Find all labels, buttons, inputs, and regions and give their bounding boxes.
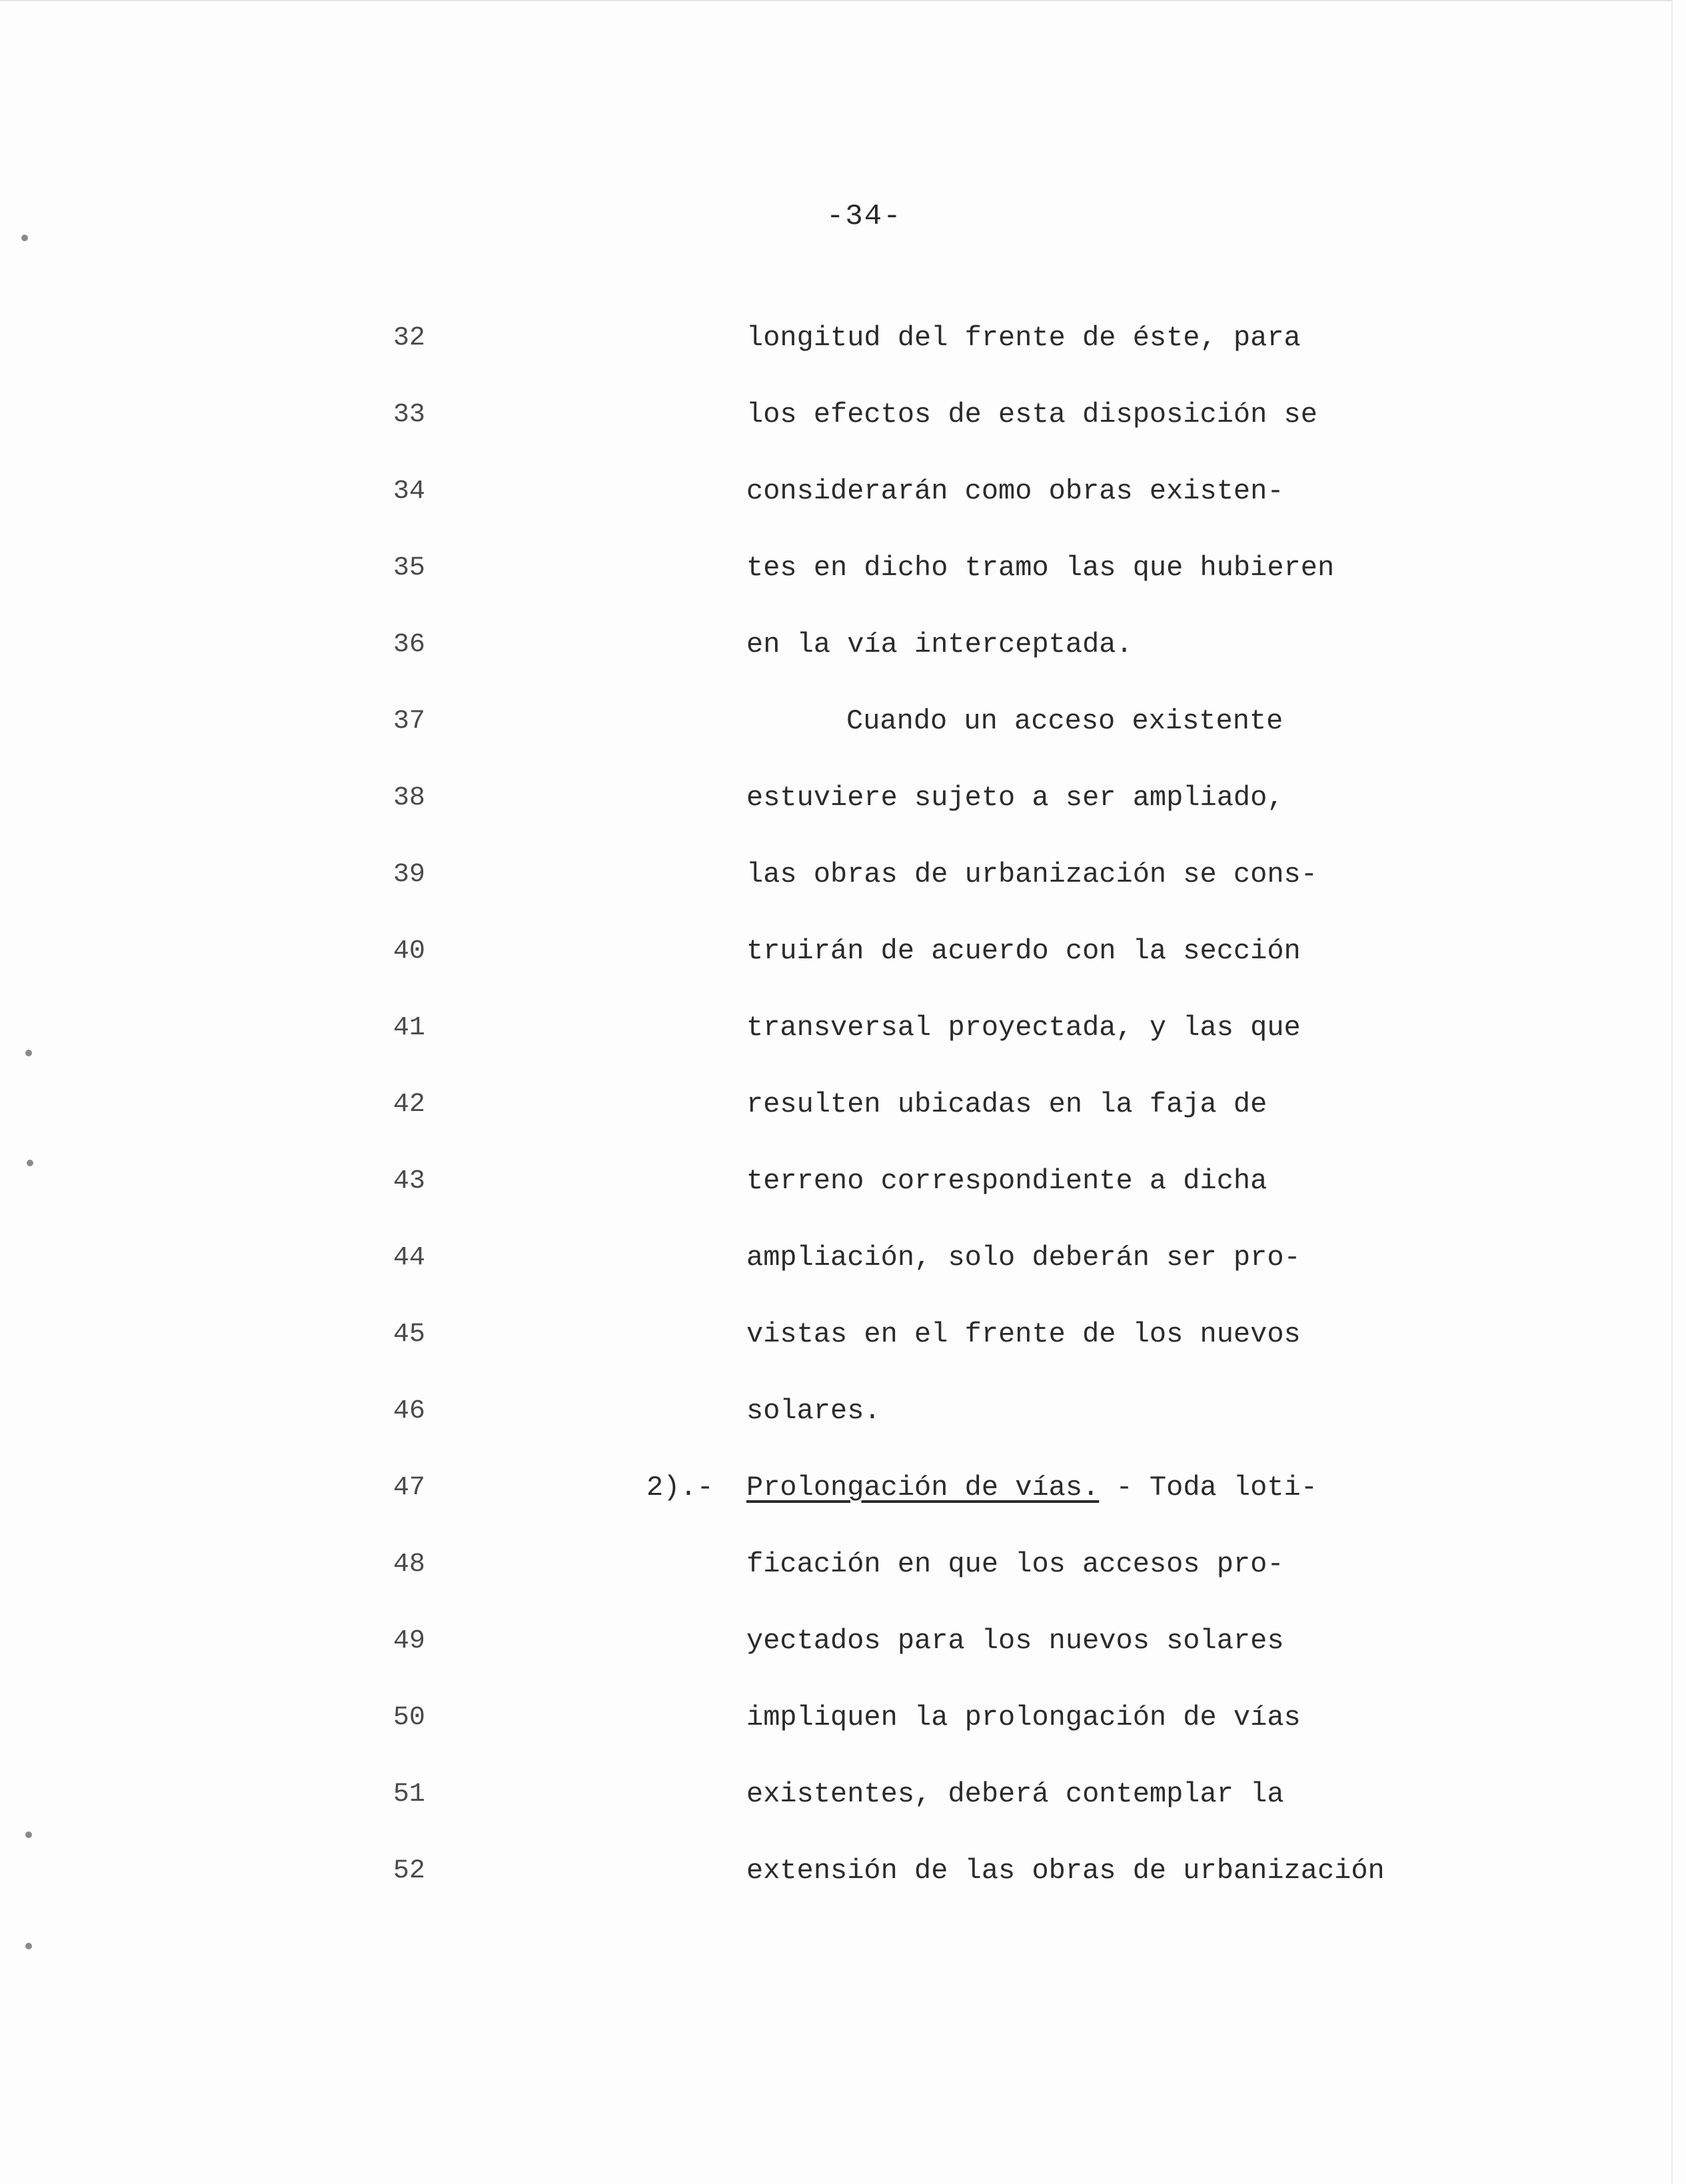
line-number: 49	[393, 1626, 426, 1656]
line-number: 36	[393, 630, 426, 660]
text-line: estuviere sujeto a ser ampliado,	[746, 782, 1284, 814]
section-item-line	[646, 1470, 1426, 1546]
page-right-edge	[1671, 0, 1673, 2184]
scan-speck	[21, 235, 28, 241]
line-number: 50	[393, 1703, 426, 1733]
text-line: tes en dicho tramo las que hubieren	[746, 552, 1335, 584]
text-line: existentes, deberá contemplar la	[746, 1778, 1284, 1810]
line-number: 34	[393, 477, 426, 507]
item-marker: 2).-	[646, 1472, 714, 1504]
text-line: yectados para los nuevos solares	[746, 1625, 1284, 1657]
paragraph-start-line: Cuando un acceso existente	[846, 705, 1283, 737]
text-line: longitud del frente de éste, para	[746, 322, 1301, 354]
scan-speck	[25, 1050, 32, 1056]
line-number: 39	[393, 860, 426, 890]
line-number: 35	[393, 553, 426, 583]
line-number: 51	[393, 1779, 426, 1809]
line-number: 45	[393, 1320, 426, 1350]
text-line: solares.	[746, 1395, 881, 1427]
scan-speck	[25, 1831, 32, 1838]
line-number: 48	[393, 1550, 426, 1580]
line-number: 38	[393, 783, 426, 813]
text-line: resulten ubicadas en la faja de	[746, 1088, 1267, 1120]
text-line: ficación en que los accesos pro-	[746, 1548, 1284, 1580]
section-heading: Prolongación de vías.	[746, 1472, 1100, 1504]
text-line: transversal proyectada, y las que	[746, 1012, 1301, 1044]
scan-speck	[25, 1943, 32, 1949]
text-line: considerarán como obras existen-	[746, 475, 1284, 507]
text-line: impliquen la prolongación de vías	[746, 1701, 1301, 1733]
page-number: -34-	[826, 200, 902, 233]
line-number-column	[393, 320, 446, 1929]
text-line: extensión de las obras de urbanización	[746, 1855, 1385, 1887]
line-number: 40	[393, 936, 426, 966]
line-number: 42	[393, 1090, 426, 1120]
line-number: 52	[393, 1856, 426, 1886]
page-top-edge	[0, 0, 1673, 1]
scan-speck	[27, 1160, 33, 1166]
line-number: 33	[393, 400, 426, 430]
text-line: ampliación, solo deberán ser pro-	[746, 1242, 1301, 1274]
item-text: - Toda loti-	[1099, 1472, 1317, 1504]
line-number: 32	[393, 323, 426, 353]
line-number: 46	[393, 1396, 426, 1426]
line-number: 44	[393, 1243, 426, 1273]
text-line: truirán de acuerdo con la sección	[746, 935, 1301, 967]
line-number: 37	[393, 706, 426, 736]
line-number: 47	[393, 1473, 426, 1503]
text-line: terreno correspondiente a dicha	[746, 1165, 1267, 1197]
body-text	[646, 320, 1426, 1929]
text-line: en la vía interceptada.	[746, 628, 1133, 660]
line-number: 43	[393, 1166, 426, 1196]
text-line: las obras de urbanización se cons-	[746, 858, 1317, 890]
text-line: los efectos de esta disposición se	[746, 399, 1317, 431]
text-line: vistas en el frente de los nuevos	[746, 1318, 1301, 1350]
line-number: 41	[393, 1013, 426, 1043]
